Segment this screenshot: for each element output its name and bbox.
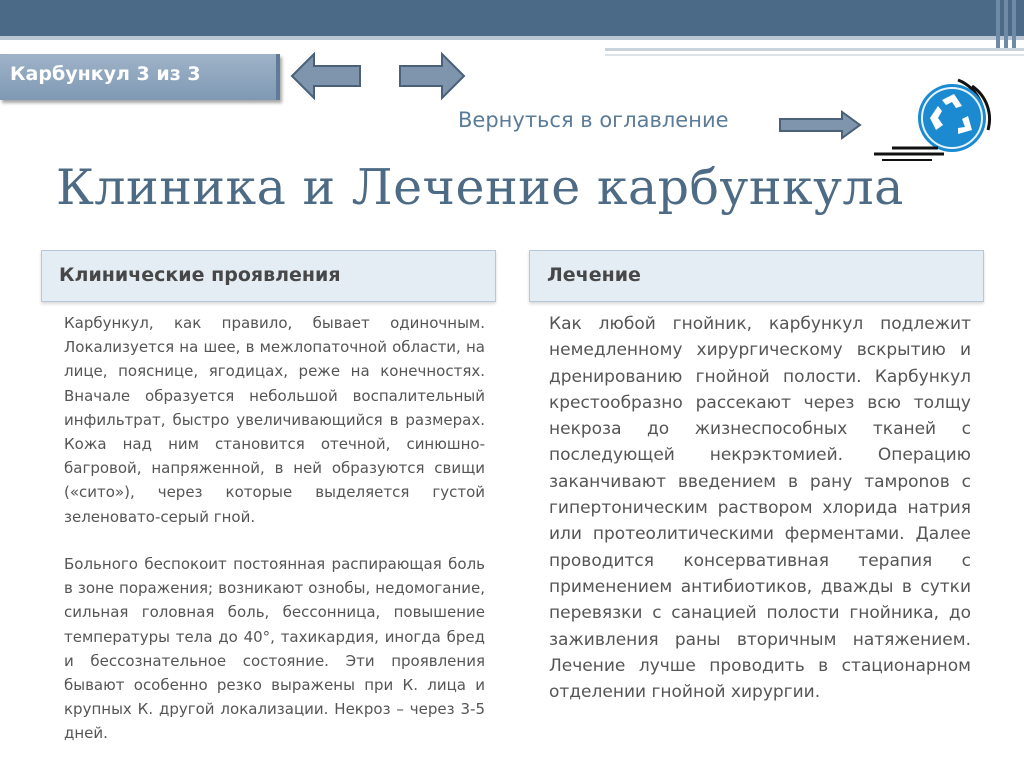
top-bar <box>0 0 1024 36</box>
top-bar-gap <box>0 40 1024 48</box>
page-title: Клиника и Лечение карбункула <box>56 159 904 216</box>
back-arrow-icon[interactable] <box>778 110 862 140</box>
top-stripe <box>996 0 1000 48</box>
header-rule <box>605 48 1024 51</box>
treatment-heading-box <box>529 250 984 302</box>
slide-counter-banner <box>0 54 280 100</box>
top-stripe <box>1012 0 1016 48</box>
header-rule <box>605 54 1024 56</box>
recycle-icon <box>872 72 1002 164</box>
slide-counter-label: Карбункул 3 из 3 <box>10 63 201 85</box>
arrow-right-icon[interactable] <box>398 52 466 100</box>
arrow-left-icon[interactable] <box>290 52 362 100</box>
clinical-heading: Клинические проявления <box>59 264 341 286</box>
treatment-heading: Лечение <box>547 264 641 286</box>
treatment-paragraph: Как любой гнойник, карбункул подлежит немедленному хирургическому вскрытию и дренированию гнойной полости. Карбункул крестообразно рассекают через всю толщу некроза до жизнеспособных тканей с последующей некрэктомией. Операцию заканчивают введением в рану тамponов с гипертоническим раствором хлорида натрия или протеолитическими ферментами. Далее проводится консервативная терапия с применением антибиотиков, дважды в сутки перевязки с санацией полости гнойника, до заживления раны вторичным натяжением. Лечение лучше проводить в стационарном отделении гнойной хирургии. <box>549 314 971 703</box>
top-stripe <box>1004 0 1008 48</box>
back-to-contents-link[interactable]: Вернуться в оглавление <box>458 108 729 132</box>
clinical-paragraph-2: Больного беспокоит постоянная распирающая боль в зоне поражения; возникают ознобы, недомогание, сильная головная боль, бессонница, повышение температуры тела до 40°, тахикардия, иногда бред и бессознательное состояние. Эти проявления бывают особенно резко выражены при К. лица и крупных К. другой локализации. Некроз – через 3-5 дней. <box>64 555 485 743</box>
clinical-heading-box <box>41 250 496 302</box>
clinical-paragraph-1: Карбункул, как правило, бывает одиночным. Локализуется на шее, в межлопаточной области, на лице, пояснице, ягодицах, реже на конечностях. Вначале образуется небольшой воспалительный инфильтрат, быстро увеличивающийся в размерах. Кожа над ним становится отечной, синюшно-багровой, напряженной, в ней образуются свищи («сито»), через которые выделяется густой зеленовато-серый гной. <box>64 314 485 526</box>
